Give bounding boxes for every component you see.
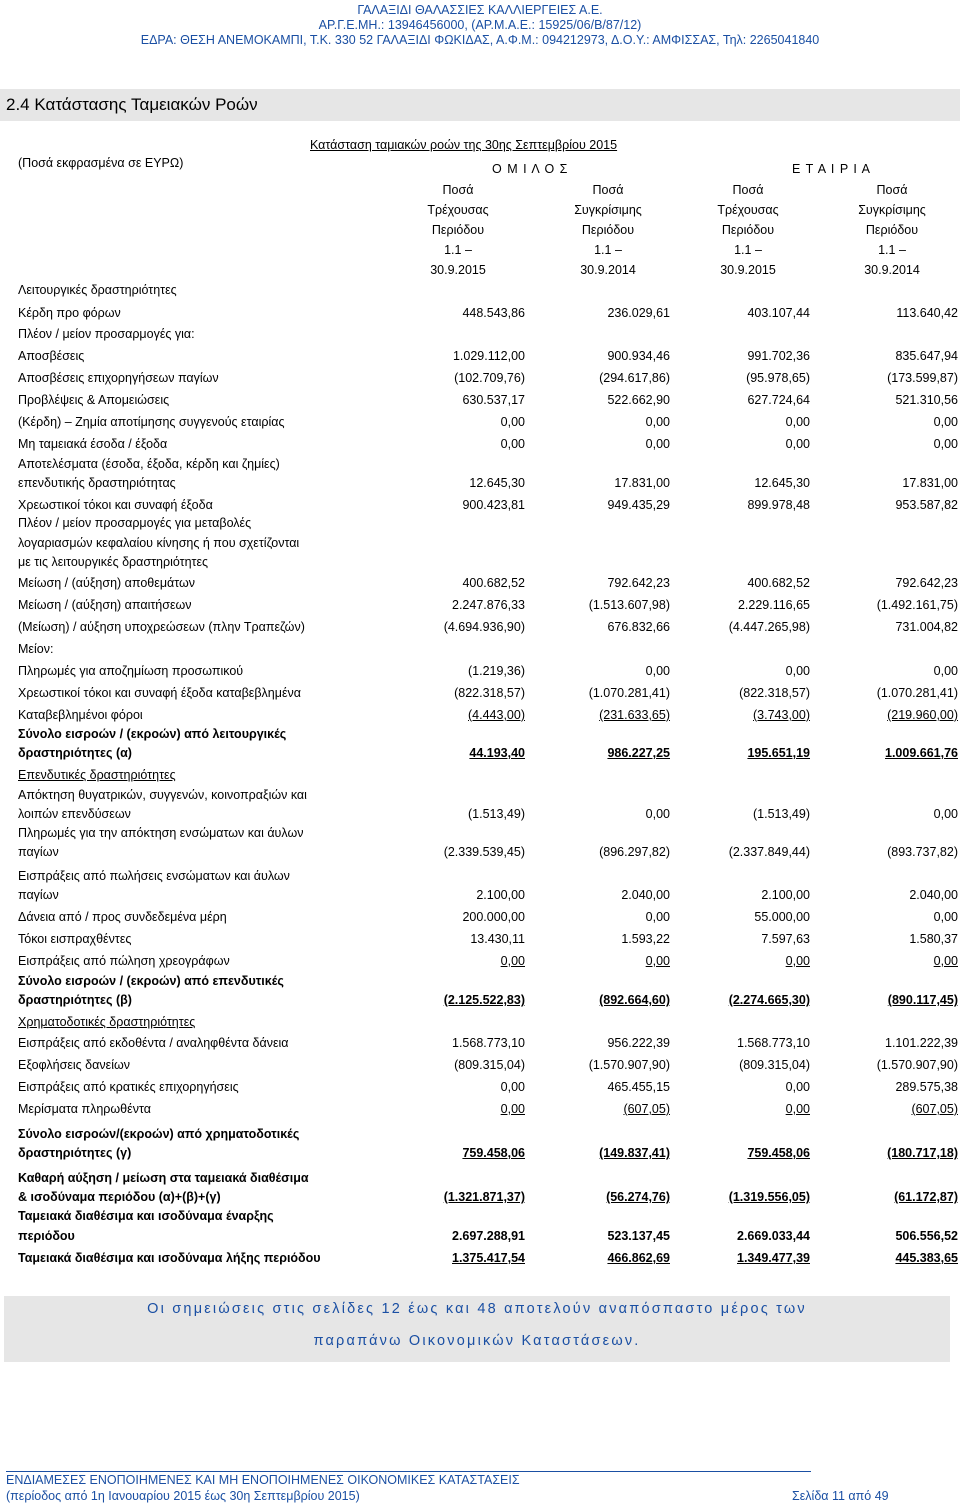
- cell-value: 835.647,94: [895, 349, 958, 363]
- currency-note: (Ποσά εκφρασμένα σε ΕΥΡΩ): [18, 156, 184, 170]
- cell-value: 0,00: [933, 954, 958, 968]
- cell-value: 445.383,65: [895, 1251, 958, 1265]
- cell-value: 1.568.773,10: [452, 1036, 525, 1050]
- row-label: Κέρδη προ φόρων: [18, 306, 121, 320]
- cell-value: 2.229.116,65: [737, 598, 810, 612]
- cell-value: 2.100,00: [761, 888, 810, 902]
- row-label: Σύνολο εισροών / (εκροών) από επενδυτικές: [18, 974, 284, 988]
- row-label: Μείωση / (αύξηση) απαιτήσεων: [18, 598, 192, 612]
- cell-value: (822.318,57): [454, 686, 525, 700]
- row-label: δραστηριότητες (β): [18, 993, 132, 1007]
- cell-value: 0,00: [933, 664, 958, 678]
- cell-value: 0,00: [645, 807, 670, 821]
- cell-value: (4.447.265,98): [728, 620, 810, 634]
- row-label: Ταμειακά διαθέσιμα και ισοδύναμα έναρξης: [18, 1209, 274, 1223]
- row-label: Τόκοι εισπραχθέντες: [18, 932, 132, 946]
- cell-value: 0,00: [645, 437, 670, 451]
- cell-value: 1.375.417,54: [452, 1251, 525, 1265]
- cell-value: 465.455,15: [607, 1080, 670, 1094]
- cell-value: 949.435,29: [607, 498, 670, 512]
- row-label: (Κέρδη) – Ζημία αποτίμησης συγγενούς εταιρίας: [18, 415, 285, 429]
- cell-value: 400.682,52: [747, 576, 810, 590]
- cell-value: (149.837,41): [599, 1146, 670, 1160]
- cell-value: (2.339.539,45): [443, 845, 525, 859]
- cell-value: 55.000,00: [754, 910, 810, 924]
- cell-value: 403.107,44: [747, 306, 810, 320]
- cell-value: 0,00: [500, 954, 525, 968]
- cell-value: (1.492.161,75): [876, 598, 958, 612]
- cell-value: 0,00: [785, 954, 810, 968]
- row-label: παγίων: [18, 888, 59, 902]
- cell-value: (890.117,45): [887, 993, 958, 1007]
- cell-value: 991.702,36: [747, 349, 810, 363]
- cell-value: (95.978,65): [746, 371, 810, 385]
- cell-value: 0,00: [785, 437, 810, 451]
- cell-value: (1.319.556,05): [728, 1190, 810, 1204]
- cell-value: 400.682,52: [462, 576, 525, 590]
- row-label: Μείον:: [18, 642, 54, 656]
- cell-value: 1.349.477,39: [737, 1251, 810, 1265]
- cell-value: 0,00: [645, 954, 670, 968]
- cell-value: 0,00: [785, 1080, 810, 1094]
- operating-section-title: Λειτουργικές δραστηριότητες: [18, 283, 177, 297]
- cell-value: 956.222,39: [607, 1036, 670, 1050]
- row-label: περιόδου: [18, 1229, 75, 1243]
- cell-value: 466.862,69: [607, 1251, 670, 1265]
- row-label: Πλέον / μείον προσαρμογές για μεταβολές: [18, 516, 252, 530]
- row-label: Μη ταμειακά έσοδα / έξοδα: [18, 437, 168, 451]
- cell-value: (896.297,82): [599, 845, 670, 859]
- row-label: Προβλέψεις & Απομειώσεις: [18, 393, 170, 407]
- cell-value: 200.000,00: [462, 910, 525, 924]
- company-name: ΓΑΛΑΞΙΔΙ ΘΑΛΑΣΣΙΕΣ ΚΑΛΛΙΕΡΓΕΙΕΣ Α.Ε.: [357, 3, 603, 17]
- cell-value: (219.960,00): [887, 708, 958, 722]
- cell-value: 0,00: [500, 437, 525, 451]
- cell-value: 2.697.288,91: [452, 1229, 525, 1243]
- cell-value: 0,00: [500, 1080, 525, 1094]
- cell-value: 195.651,19: [747, 746, 810, 760]
- cell-value: (1.570.907,90): [588, 1058, 670, 1072]
- cell-value: 0,00: [933, 437, 958, 451]
- row-label: Αποτελέσματα (έσοδα, έξοδα, κέρδη και ζημίες): [18, 457, 280, 471]
- cell-value: (2.337.849,44): [728, 845, 810, 859]
- cell-value: (1.070.281,41): [588, 686, 670, 700]
- cell-value: 2.040,00: [621, 888, 670, 902]
- cell-value: (1.219,36): [468, 664, 525, 678]
- cell-value: (180.717,18): [887, 1146, 958, 1160]
- col-header-company-prior: Ποσά Συγκρίσιμης Περιόδου 1.1 – 30.9.2014: [858, 183, 926, 277]
- company-address: ΕΔΡΑ: ΘΕΣΗ ΑΝΕΜΟΚΑΜΠΙ, Τ.Κ. 330 52 ΓΑΛΑΞΙΔΙ ΦΩΚΙΔΑΣ, Α.Φ.Μ.: 094212973, Δ.Ο.Υ.: ΑΜΦΙΣΣΑΣ, Τηλ: 2265041840: [140, 33, 820, 47]
- row-label: λοιπών επενδύσεων: [18, 807, 131, 821]
- row-label: Σύνολο εισροών / (εκροών) από λειτουργικές: [18, 727, 287, 741]
- row-label: Πλέον / μείον προσαρμογές για:: [18, 327, 195, 341]
- row-label: παγίων: [18, 845, 59, 859]
- cell-value: 1.101.222,39: [885, 1036, 958, 1050]
- row-label: δραστηριότητες (α): [18, 746, 132, 760]
- row-label: δραστηριότητες (γ): [18, 1146, 132, 1160]
- row-label: Εξοφλήσεις δανείων: [18, 1058, 130, 1072]
- row-label: Εισπράξεις από εκδοθέντα / αναληφθέντα δάνεια: [18, 1036, 289, 1050]
- cell-value: 676.832,66: [607, 620, 670, 634]
- row-label: Χρεωστικοί τόκοι και συναφή έξοδα: [18, 498, 213, 512]
- cell-value: 792.642,23: [895, 576, 958, 590]
- cell-value: 0,00: [645, 415, 670, 429]
- cell-value: (56.274,76): [606, 1190, 670, 1204]
- cell-value: 236.029,61: [607, 306, 670, 320]
- cell-value: (294.617,86): [599, 371, 670, 385]
- cell-value: 2.247.876,33: [452, 598, 525, 612]
- cell-value: (1.513,49): [753, 807, 810, 821]
- cell-value: (173.599,87): [887, 371, 958, 385]
- cell-value: 448.543,86: [462, 306, 525, 320]
- cell-value: (809.315,04): [739, 1058, 810, 1072]
- cell-value: 0,00: [785, 415, 810, 429]
- row-label: & ισοδύναμα περιόδου (α)+(β)+(γ): [18, 1190, 221, 1204]
- cell-value: (1.321.871,37): [443, 1190, 525, 1204]
- cell-value: (231.633,65): [599, 708, 670, 722]
- cell-value: 900.423,81: [462, 498, 525, 512]
- cell-value: (607,05): [623, 1102, 670, 1116]
- footer-title: ΕΝΔΙΑΜΕΣΕΣ ΕΝΟΠΟΙΗΜΕΝΕΣ ΚΑΙ ΜΗ ΕΝΟΠΟΙΗΜΕΝΕΣ ΟΙΚΟΝΟΜΙΚΕΣ ΚΑΤΑΣΤΑΣΕΙΣ: [6, 1473, 520, 1487]
- cell-value: 113.640,42: [896, 306, 958, 320]
- cell-value: (2.125.522,83): [443, 993, 525, 1007]
- cell-value: (2.274.665,30): [728, 993, 810, 1007]
- cell-value: 0,00: [933, 415, 958, 429]
- cell-value: 522.662,90: [607, 393, 670, 407]
- cell-value: 44.193,40: [469, 746, 525, 760]
- investing-section-title: Επενδυτικές δραστηριότητες: [18, 768, 176, 782]
- cell-value: 759.458,06: [747, 1146, 810, 1160]
- cell-value: 986.227,25: [607, 746, 670, 760]
- row-label: Πληρωμές για αποζημίωση προσωπικού: [18, 664, 244, 678]
- row-label: Σύνολο εισροών/(εκροών) από χρηματοδοτικές: [18, 1127, 300, 1141]
- cell-value: (809.315,04): [454, 1058, 525, 1072]
- cell-value: 759.458,06: [462, 1146, 525, 1160]
- row-label: Πληρωμές για την απόκτηση ενσώματων και άυλων: [18, 826, 304, 840]
- row-label: επενδυτικής δραστηριότητας: [18, 476, 176, 490]
- row-label: Χρεωστικοί τόκοι και συναφή έξοδα καταβεβλημένα: [18, 686, 301, 700]
- financing-section-title: Χρηματοδοτικές δραστηριότητες: [18, 1015, 196, 1029]
- row-label: Μερίσματα πληρωθέντα: [18, 1102, 151, 1116]
- cell-value: 1.568.773,10: [737, 1036, 810, 1050]
- cell-value: 0,00: [645, 910, 670, 924]
- cell-value: 792.642,23: [607, 576, 670, 590]
- cell-value: 506.556,52: [895, 1229, 958, 1243]
- table-title: Κατάσταση ταμιακών ροών της 30ης Σεπτεμβρίου 2015: [310, 138, 618, 152]
- cell-value: 521.310,56: [895, 393, 958, 407]
- cell-value: 0,00: [785, 664, 810, 678]
- cell-value: 900.934,46: [607, 349, 670, 363]
- cell-value: 0,00: [785, 1102, 810, 1116]
- cell-value: 2.669.033,44: [737, 1229, 810, 1243]
- row-label: Μείωση / (αύξηση) αποθεμάτων: [18, 576, 196, 590]
- cell-value: 1.580,37: [909, 932, 958, 946]
- cell-value: 1.009.661,76: [885, 746, 958, 760]
- cell-value: (822.318,57): [739, 686, 810, 700]
- cell-value: 0,00: [933, 807, 958, 821]
- col-header-group-prior: Ποσά Συγκρίσιμης Περιόδου 1.1 – 30.9.2014: [574, 183, 642, 277]
- cell-value: 13.430,11: [470, 932, 525, 946]
- cell-value: (102.709,76): [454, 371, 525, 385]
- row-label: Δάνεια από / προς συνδεδεμένα μέρη: [18, 910, 227, 924]
- cell-value: (1.070.281,41): [876, 686, 958, 700]
- cell-value: 0,00: [645, 664, 670, 678]
- cell-value: 12.645,30: [469, 476, 525, 490]
- company-label: Ε Τ Α Ι Ρ Ι Α: [792, 162, 872, 176]
- cell-value: (607,05): [911, 1102, 958, 1116]
- cell-value: 630.537,17: [462, 393, 525, 407]
- row-label: Καθαρή αύξηση / μείωση στα ταμειακά διαθέσιμα: [18, 1171, 309, 1185]
- cell-value: 0,00: [500, 415, 525, 429]
- cell-value: 7.597,63: [761, 932, 810, 946]
- row-label: Αποσβέσεις: [18, 349, 85, 363]
- cell-value: 2.100,00: [476, 888, 525, 902]
- page-number: Σελίδα 11 από 49: [792, 1489, 889, 1503]
- cell-value: 289.575,38: [895, 1080, 958, 1094]
- cell-value: 2.040,00: [909, 888, 958, 902]
- cell-value: 899.978,48: [747, 498, 810, 512]
- footer-period: (περίοδος από 1η Ιανουαρίου 2015 έως 30η Σεπτεμβρίου 2015): [6, 1489, 360, 1503]
- cell-value: (61.172,87): [894, 1190, 958, 1204]
- cell-value: 17.831,00: [614, 476, 670, 490]
- row-label: Καταβεβλημένοι φόροι: [18, 708, 143, 722]
- row-label: Εισπράξεις από πωλήσεις ενσώματων και άυλων: [18, 869, 290, 883]
- row-label: Ταμειακά διαθέσιμα και ισοδύναμα λήξης περιόδου: [18, 1251, 321, 1265]
- cell-value: (3.743,00): [753, 708, 810, 722]
- company-registry: ΑΡ.Γ.Ε.ΜΗ.: 13946456000, (ΑΡ.Μ.Α.Ε.: 15925/06/Β/87/12): [318, 18, 642, 32]
- group-label: Ο Μ Ι Λ Ο Σ: [492, 162, 569, 176]
- cell-value: 17.831,00: [902, 476, 958, 490]
- note-line-1: Οι σημειώσεις στις σελίδες 12 έως και 48 αποτελούν αναπόσπαστο μέρος των: [147, 1301, 807, 1317]
- cell-value: 523.137,45: [607, 1229, 670, 1243]
- cell-value: 12.645,30: [754, 476, 810, 490]
- cell-value: (1.570.907,90): [876, 1058, 958, 1072]
- row-label: με τις λειτουργικές δραστηριότητες: [18, 555, 209, 569]
- col-header-company-current: Ποσά Τρέχουσας Περιόδου 1.1 – 30.9.2015: [717, 183, 779, 277]
- col-header-group-current: Ποσά Τρέχουσας Περιόδου 1.1 – 30.9.2015: [427, 183, 489, 277]
- row-label: Εισπράξεις από πώληση χρεογράφων: [18, 954, 230, 968]
- cell-value: 627.724,64: [747, 393, 810, 407]
- cell-value: 0,00: [500, 1102, 525, 1116]
- cell-value: 0,00: [933, 910, 958, 924]
- cell-value: 1.593,22: [621, 932, 670, 946]
- cell-value: 1.029.112,00: [452, 349, 525, 363]
- footer-divider: [6, 1471, 811, 1472]
- section-title: 2.4 Κατάστασης Ταμειακών Ροών: [6, 95, 258, 114]
- cell-value: (4.694.936,90): [443, 620, 525, 634]
- note-line-2: παραπάνω Οικονομικών Καταστάσεων.: [313, 1333, 641, 1349]
- row-label: Αποσβέσεις επιχορηγήσεων παγίων: [18, 371, 219, 385]
- cell-value: 953.587,82: [895, 498, 958, 512]
- cell-value: (1.513.607,98): [588, 598, 670, 612]
- cell-value: (893.737,82): [887, 845, 958, 859]
- row-label: Εισπράξεις από κρατικές επιχορηγήσεις: [18, 1080, 239, 1094]
- cell-value: (892.664,60): [599, 993, 670, 1007]
- row-label: Απόκτηση θυγατρικών, συγγενών, κοινοπραξιών και: [18, 788, 307, 802]
- row-label: (Μείωση) / αύξηση υποχρεώσεων (πλην Τραπεζών): [18, 620, 305, 634]
- cell-value: (4.443,00): [468, 708, 525, 722]
- cell-value: 731.004,82: [895, 620, 958, 634]
- row-label: λογαριασμών κεφαλαίου κίνησης ή που σχετίζονται: [18, 536, 300, 550]
- cell-value: (1.513,49): [468, 807, 525, 821]
